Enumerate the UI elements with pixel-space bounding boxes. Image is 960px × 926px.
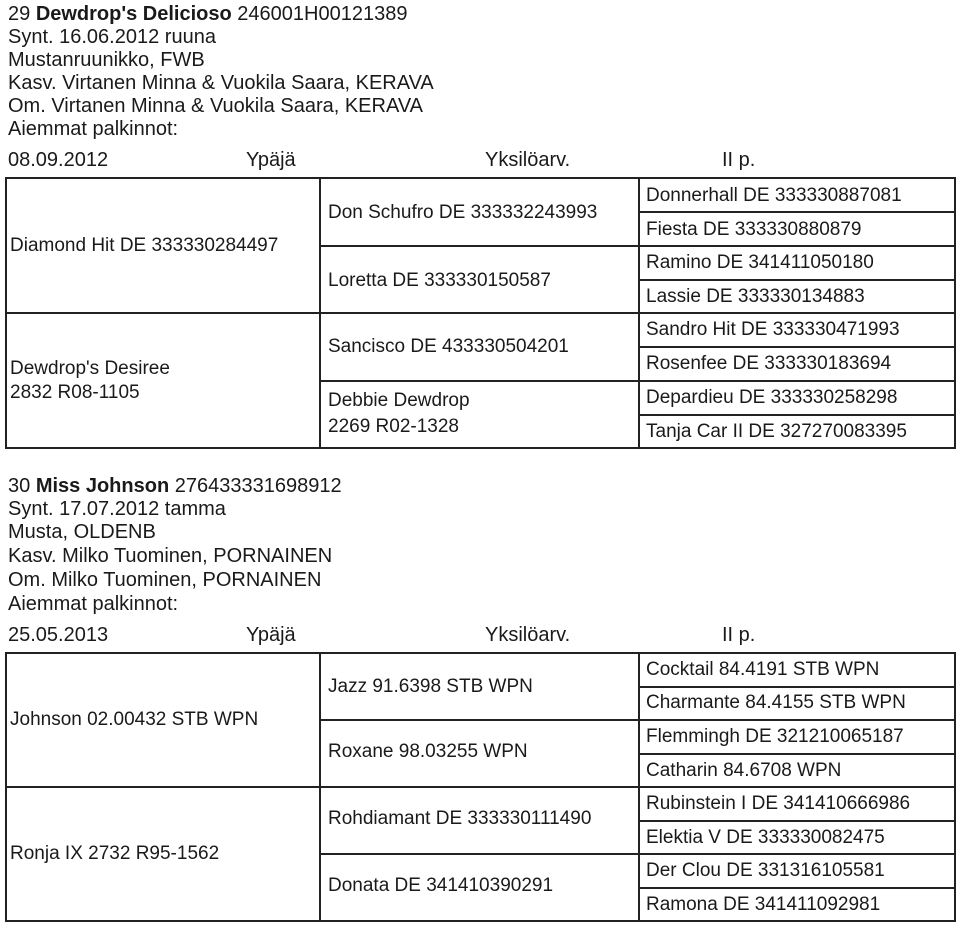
- g3-4: Catharin 84.6708 WPN: [646, 760, 842, 781]
- g3-3: Flemmingh DE 321210065187: [646, 726, 904, 747]
- entry-number: 30: [8, 475, 31, 497]
- g3-5: Rubinstein I DE 341410666986: [646, 793, 911, 814]
- registration-number: 246001H00121389: [237, 3, 408, 25]
- sire: Diamond Hit DE 333330284497: [10, 235, 279, 256]
- dam-dam: Debbie Dewdrop: [328, 390, 470, 411]
- award-prize: II p.: [722, 149, 756, 171]
- color-breed: Mustanruunikko, FWB: [8, 49, 205, 71]
- award-type: Yksilöarv.: [485, 624, 571, 646]
- sire: Johnson 02.00432 STB WPN: [10, 709, 259, 730]
- award-date: 25.05.2013: [8, 624, 109, 646]
- award-prize: II p.: [722, 624, 756, 646]
- entry-title: [8, 2, 407, 26]
- award-type: Yksilöarv.: [485, 149, 571, 171]
- entry-title: [8, 474, 342, 498]
- entry-number: 29: [8, 3, 31, 25]
- breeder: Kasv. Milko Tuominen, PORNAINEN: [8, 545, 333, 567]
- award-date: 08.09.2012: [8, 149, 109, 171]
- dam-registration: 2832 R08-1105: [10, 382, 140, 403]
- g3-5: Sandro Hit DE 333330471993: [646, 319, 900, 340]
- dam-dam: Donata DE 341410390291: [328, 875, 554, 896]
- award-place: Ypäjä: [246, 149, 296, 171]
- breeder: Kasv. Virtanen Minna & Vuokila Saara, KERAVA: [8, 72, 434, 94]
- color-breed: Musta, OLDENB: [8, 521, 156, 543]
- g3-3: Ramino DE 341411050180: [646, 252, 874, 273]
- dam: Dewdrop's Desiree: [10, 358, 170, 379]
- birth-info: Synt. 17.07.2012 tamma: [8, 498, 226, 520]
- g3-8: Tanja Car II DE 327270083395: [646, 421, 907, 442]
- g3-6: Elektia V DE 333330082475: [646, 827, 885, 848]
- g3-1: Donnerhall DE 333330887081: [646, 185, 902, 206]
- sire-sire: Don Schufro DE 333332243993: [328, 202, 598, 223]
- horse-name: Dewdrop's Delicioso: [35, 3, 232, 25]
- dam: Ronja IX 2732 R95-1562: [10, 843, 220, 864]
- horse-name: Miss Johnson: [35, 475, 170, 497]
- dam-dam-registration: 2269 R02-1328: [328, 416, 459, 437]
- owner: Om. Virtanen Minna & Vuokila Saara, KERAVA: [8, 95, 424, 117]
- award-place: Ypäjä: [246, 624, 296, 646]
- sire-dam: Loretta DE 333330150587: [328, 270, 551, 291]
- sire-dam: Roxane 98.03255 WPN: [328, 741, 528, 762]
- sire-sire: Jazz 91.6398 STB WPN: [328, 676, 533, 697]
- g3-7: Depardieu DE 333330258298: [646, 387, 898, 408]
- g3-8: Ramona DE 341411092981: [646, 894, 881, 915]
- g3-1: Cocktail 84.4191 STB WPN: [646, 659, 880, 680]
- owner: Om. Milko Tuominen, PORNAINEN: [8, 569, 322, 591]
- registration-number: 276433331698912: [174, 475, 342, 497]
- dam-sire: Rohdiamant DE 333330111490: [328, 808, 592, 829]
- g3-6: Rosenfee DE 333330183694: [646, 353, 892, 374]
- birth-info: Synt. 16.06.2012 ruuna: [8, 26, 216, 48]
- g3-7: Der Clou DE 331316105581: [646, 860, 885, 881]
- dam-sire: Sancisco DE 433330504201: [328, 336, 569, 357]
- previous-awards-label: Aiemmat palkinnot:: [8, 593, 179, 615]
- previous-awards-label: Aiemmat palkinnot:: [8, 118, 179, 140]
- g3-2: Fiesta DE 333330880879: [646, 219, 862, 240]
- g3-2: Charmante 84.4155 STB WPN: [646, 692, 906, 713]
- g3-4: Lassie DE 333330134883: [646, 286, 865, 307]
